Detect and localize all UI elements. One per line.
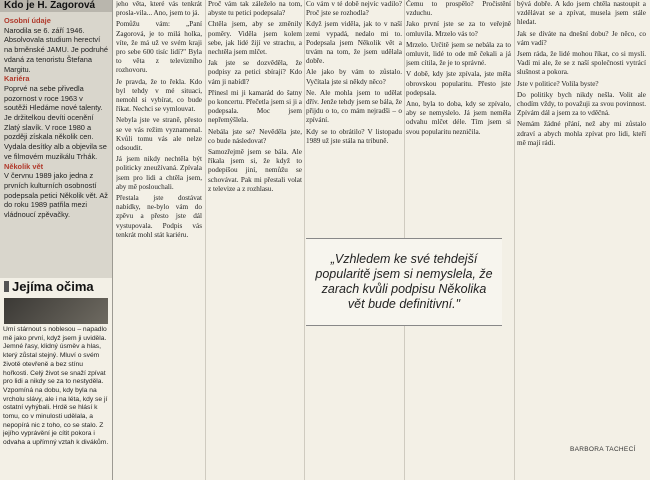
paragraph: Jsem ráda, že lidé mohou říkat, co si myslí. Vadí mi ale, že se z naší společnosti vytrácí slušnost a pokora.: [517, 50, 646, 77]
paragraph: Jste v politice? Volila byste?: [517, 79, 599, 88]
paragraph: Čemu to prospělo? Pročistění vzduchu.: [406, 0, 511, 18]
sidebar-header-title: Kdo je H. Zagorová: [4, 0, 96, 11]
paragraph: Nemám žádné přání, než aby mi zůstalo zdraví a abych mohla zpívat pro lidi, kteří mě mají rádi.: [517, 120, 646, 147]
subhead-osobni: Osobní údaje: [4, 16, 51, 25]
paragraph: Jak jste se dozvěděla, že podpisy za petici sbírají? Kdo vám ji nabídl?: [208, 59, 302, 86]
paragraph: bývá dobře. A kdo jsem chtěla nastoupit a vzdělávat se a zpívat, musela jsem stále hledat.: [517, 0, 646, 27]
paragraph: Pomůžu vám: „Paní Zagorová, je to milá holka, víte, že má už ve svém kraji pro sebe 600 tisíc lidí?" Byla to věta z televizního rozhovoru.: [116, 20, 202, 75]
paragraph: Přinesl mi ji kamarád do šatny po koncertu. Přečetla jsem si ji a podepsala. Moc jsem nepřemýšlela.: [208, 88, 302, 125]
info-paragraph: V červnu 1989 jako jedna z prvních kulturních osobností podepsala petici Několik vět. Až do roku 1989 patřila mezi vládnoucí zpěvačky.: [4, 171, 108, 220]
section-title: [4, 278, 110, 296]
paragraph: Do politiky bych nikdy nešla. Volit ale chodím vždy, to považuji za svou povinnost. Zpívám dál a jsem za to vděčná.: [517, 90, 646, 118]
paragraph: Samozřejmě jsem se bála. Ale říkala jsem si, že když to podepíšou jiní, nemůžu se schovávat. Pak mi přestali volat z televize a z rozhlasu.: [208, 148, 302, 193]
paragraph: Co vám v té době nejvíc vadilo? Proč jste se rozhodla?: [306, 0, 402, 18]
subhead-nekolik-vet: Několik vět: [4, 161, 44, 171]
paragraph: Mrzelo. Určitě jsem se nebála za to omluvit, lidé to ode mě čekali a já jsem cítila, že je to správné.: [406, 40, 511, 68]
paragraph: Jak se díváte na dnešní dobu? Je něco, co vám vadí?: [517, 29, 646, 47]
section-title-text: Jejíma očima: [12, 279, 94, 294]
article-column-2: [208, 0, 302, 480]
paragraph: Já jsem nikdy nechtěla být politicky zneužívaná. Zpívala jsem pro lidi a chtěla jsem, aby mě poslouchali.: [116, 155, 202, 191]
paragraph: Když jsem viděla, jak to v naší zemi vypadá, nedalo mi to. Podepsala jsem Několik vět a trvám na tom, že jsem udělala dobře.: [306, 20, 402, 66]
paragraph: Nebyla jste ve straně, přesto se ve vás režim vyznamenal. Kvůli tomu vás ale nelze odsoudit.: [116, 116, 202, 153]
paragraph: Nebála jste se? Nevěděla jste, co bude následovat?: [208, 127, 302, 145]
paragraph: jeho věta, které vás tenkrát prosla-vila... Ano, jsem to já.: [116, 0, 202, 18]
article-column-5: [517, 0, 646, 480]
section-marker: [4, 281, 9, 292]
info-paragraph: Narodila se 6. září 1946. Absolvovala studium herectví na brněnské JAMU. Je podruhé vdaná za tenoristu Štefana Margitu.: [4, 25, 108, 74]
author-signature: BARBORA TACHECÍ: [570, 446, 636, 453]
paragraph: Kdy se to obrátilo? V listopadu 1989 už jste stála na tribuně.: [306, 127, 402, 145]
personal-info-text: [4, 16, 108, 274]
sidebar: [0, 0, 113, 480]
sidebar-header: [0, 0, 112, 12]
paragraph: Ne. Ale mohla jsem to udělat dřív. Jenže tehdy jsem se bála, že přijdu o to, co mám nejradši – o zpívání.: [306, 88, 402, 125]
info-paragraph: Poprvé na sebe přivedla pozornost v roce 1963 v soutěži Hledáme nové talenty. Je držitelkou devíti ocenění Zlatý slavík. V roce 1980 a později získala několik cen. Vydala desítky alb a objevila se ve filmovém muzikálu Trhák.: [4, 83, 107, 161]
column-divider: [304, 0, 305, 480]
sidebar-article: Umí stárnout s noblesou – napadlo mě jako první, když jsem ji uviděla. Jemné řasy, klidný úsměv a hlas, který zůstal stejný. Mluví o svém životě otevřeně a bez stínu hořkosti. Celý život se snaží zpívat pro lidi a nikdy se za to nestyděla. Vzpomíná na dobu, kdy byla na vrcholu slávy, ale i na léta, kdy se jí ostatní vyhýbali. Hrdě se hlásí k tomu, co v minulosti udělala, a nepopírá nic z toho, co se stalo. Z jejího vyprávění je cítit pokora i odvaha a upřímný vztah k divákům.: [3, 326, 109, 447]
column-divider: [205, 0, 206, 480]
paragraph: Ano, byla to doba, kdy se zpívalo, aby se nemyslelo. Já jsem neměla odvahu mlčet déle. Tím jsem si svou popularitu nezničila.: [406, 100, 511, 136]
paragraph: Jako první jste se za to veřejně omluvila. Mrzelo vás to?: [406, 20, 511, 38]
pull-quote: „Vzhledem ke své tehdejší popularitě jsem si nemyslela, že zarach kvůli podpisu Několika vět bude definitivní.": [306, 238, 502, 326]
paragraph: Je pravda, že to řekla. Kdo byl tehdy v mé situaci, nemohl si vybírat, co bude říkat. Nechci se vymlouvat.: [116, 77, 202, 114]
paragraph: Proč vám tak záleželo na tom, abyste tu petici podepsala?: [208, 0, 302, 18]
paragraph: V době, kdy jste zpívala, jste měla obrovskou popularitu. Přesto jste podepsala.: [406, 70, 511, 97]
paragraph: Chtěla jsem, aby se změnily poměry. Viděla jsem kolem sebe, jak lidé žijí ve strachu, a nechtěla jsem mlčet.: [208, 20, 302, 57]
article-column-1: [116, 0, 202, 480]
column-divider: [514, 0, 515, 480]
subhead-kariera: Kariéra: [4, 74, 30, 84]
paragraph: Ale jako by vám to zůstalo. Vyčítala jste si někdy něco?: [306, 68, 402, 86]
caricature-photo: [4, 298, 108, 324]
paragraph: Přestala jste dostávat nabídky, ne-bylo vám do zpěvu a přesto jste dál vystupovala. Podpis vás tenkrát mohl stát kariéru.: [116, 194, 202, 239]
